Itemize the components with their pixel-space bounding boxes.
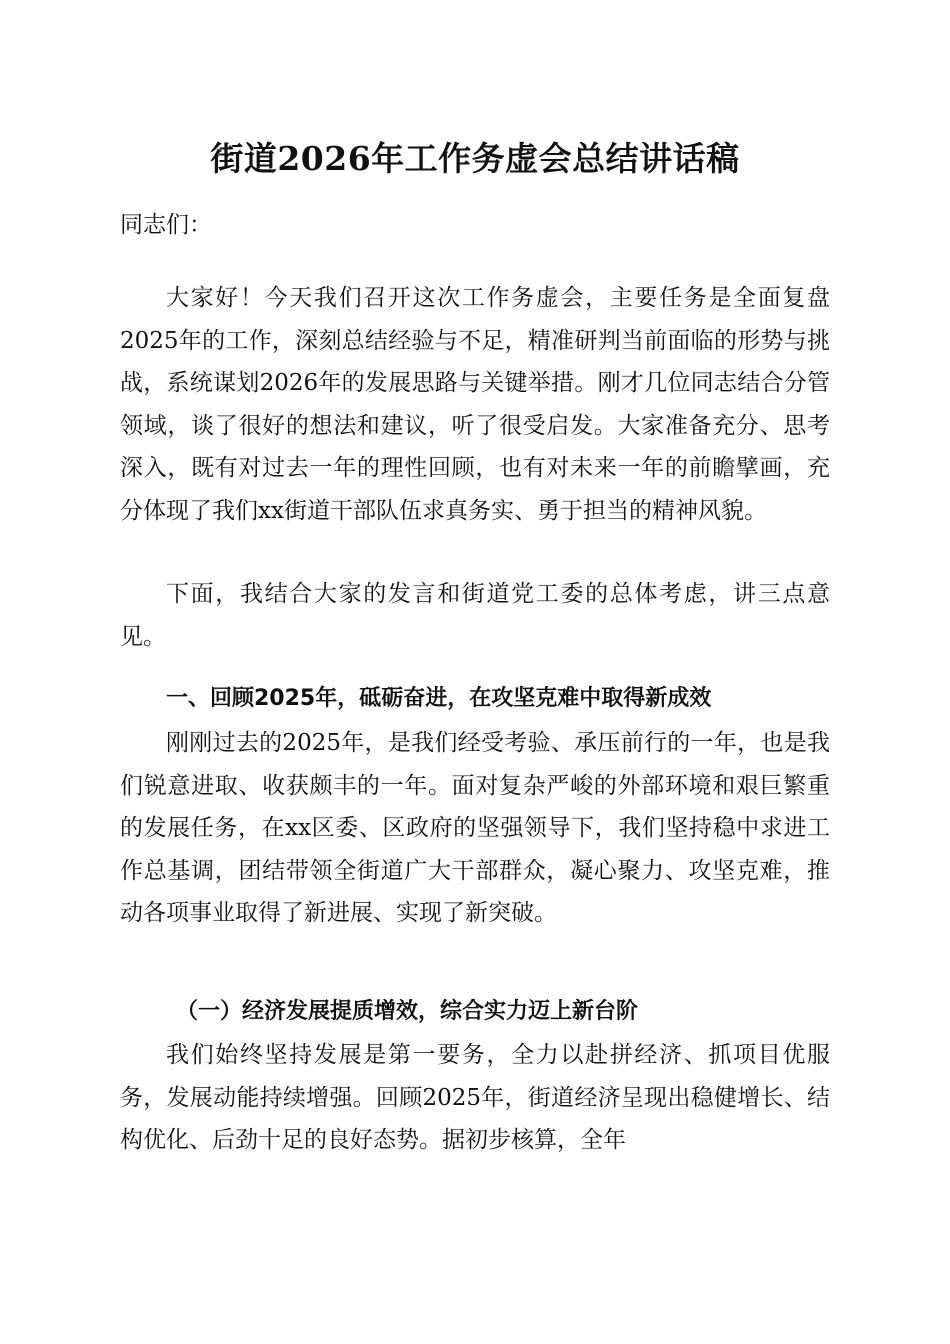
salutation: 同志们： — [120, 212, 212, 238]
paragraph-opening: 大家好！今天我们召开这次工作务虚会，主要任务是全面复盘2025年的工作，深刻总结经验与不足，精准研判当前面临的形势与挑战，系统谋划2026年的发展思路与关键举措。刚才几位同志结合分管领域，谈了很好的想法和建议，听了很受启发。大家准备充分、思考深入，既有对过去一年的理性回顾，也有对未来一年的前瞻擘画，充分体现了我们xx街道干部队伍求真务实、勇于担当的精神风貌。 — [120, 285, 830, 524]
paragraph-review: 刚刚过去的2025年，是我们经受考验、承压前行的一年，也是我们锐意进取、收获颇丰的一年。面对复杂严峻的外部环境和艰巨繁重的发展任务，在xx区委、区政府的坚强领导下，我们坚持稳中求进工作总基调，团结带领全街道广大干部群众，凝心聚力、攻坚克难，推动各项事业取得了新进展、实现了新突破。 — [120, 730, 830, 926]
paragraph-economy: 我们始终坚持发展是第一要务，全力以赴拼经济、抓项目优服务，发展动能持续增强。回顾2025年，街道经济呈现出稳健增长、结构优化、后劲十足的良好态势。据初步核算，全年 — [120, 1042, 830, 1153]
paragraph-outline: 下面，我结合大家的发言和街道党工委的总体考虑，讲三点意见。 — [120, 581, 830, 650]
section-heading-1: 一、回顾2025年，砥砺奋进，在攻坚克难中取得新成效 — [166, 686, 712, 711]
subsection-heading-1: （一）经济发展提质增效，综合实力迈上新台阶 — [176, 998, 639, 1024]
document-title: 街道2026年工作务虚会总结讲话稿 — [210, 139, 740, 178]
